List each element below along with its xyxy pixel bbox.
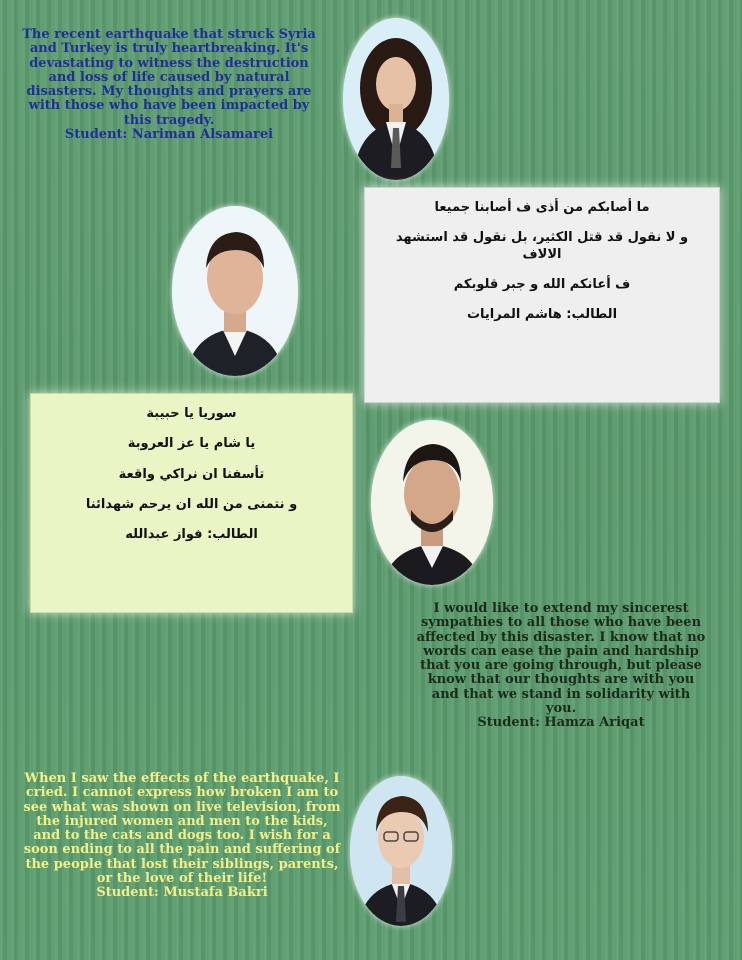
message-mustafa bbox=[22, 772, 342, 901]
signature-mustafa: Student: Mustafa Bakri bbox=[96, 885, 268, 901]
signature-hamza: Student: Hamza Ariqat bbox=[477, 715, 645, 731]
student-photo-hamza bbox=[371, 420, 493, 585]
message-mustafa-text: When I saw the effects of the earthquake, I cried. I cannot express how broken I am to see what was shown on live television, from the injured women and men to the kids, and to the cats and dogs too. I wish for a soon ending to all the pain and suffering of the people that lost their siblings, parents, or the love of their life! bbox=[23, 771, 341, 887]
message-fawaz-line-2: يا شام يا عز العروبة bbox=[127, 436, 256, 452]
signature-hashem: الطالب: هاشم المرايات bbox=[466, 307, 618, 322]
message-nariman-text: The recent earthquake that struck Syria and Turkey is truly heartbreaking. It's devastating to witness the destruction and loss of life caused by natural disasters. My thoughts and prayers are with those who have been impacted by this tragedy. bbox=[22, 27, 316, 128]
message-fawaz-line-3: تأسفنا ان نراكي واقعة bbox=[118, 466, 265, 482]
message-fawaz bbox=[30, 393, 353, 613]
student-photo-nariman bbox=[343, 18, 449, 180]
student-photo-mustafa bbox=[350, 776, 452, 926]
message-hashem bbox=[364, 187, 720, 403]
signature-fawaz: الطالب: فواز عبدالله bbox=[125, 527, 258, 542]
message-hashem-line-1: ما أصابكم من أذى ف أصابنا جميعا bbox=[434, 200, 650, 215]
message-hamza bbox=[416, 602, 706, 731]
message-hashem-line-3: ف أعانكم الله و جبر قلوبكم bbox=[453, 276, 631, 292]
student-photo-hashem bbox=[172, 206, 298, 376]
message-fawaz-line-4: و نتمنى من الله ان يرحم شهدائنا bbox=[85, 496, 298, 512]
message-nariman bbox=[20, 28, 318, 142]
message-hamza-text: I would like to extend my sincerest sympathies to all those who have been affected by this disaster. I know that no words can ease the pain and hardship that you are going through, but please know that our thoughts are with you and that we stand in solidarity with you. bbox=[416, 601, 706, 717]
message-fawaz-line-1: سوريا يا حبيبة bbox=[146, 406, 237, 421]
message-hashem-line-2: و لا نقول قد قتل الكثير، بل نقول قد استشهد الالاف bbox=[395, 230, 689, 262]
signature-nariman: Student: Nariman Alsamarei bbox=[64, 127, 274, 143]
